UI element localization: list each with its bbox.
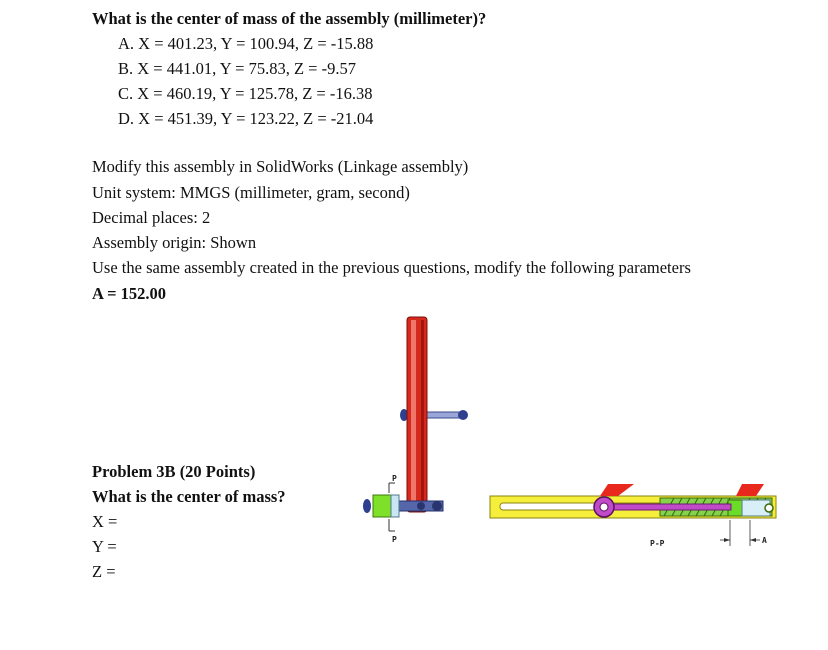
- option-d: D. X = 451.39, Y = 123.22, Z = -21.04: [118, 109, 374, 128]
- instruction-line-3: Decimal places: 2: [92, 208, 211, 227]
- section-label-bottom: P: [392, 535, 397, 544]
- instruction-line-5: Use the same assembly created in the previous questions, modify the following parameters: [92, 258, 691, 277]
- parameter-a: A = 152.00: [92, 284, 167, 303]
- option-c: C. X = 460.19, Y = 125.78, Z = -16.38: [118, 84, 373, 103]
- option-b: B. X = 441.01, Y = 75.83, Z = -9.57: [118, 59, 356, 78]
- answer-y: Y =: [92, 537, 117, 556]
- section-view-label: P-P: [650, 539, 665, 548]
- section-label-top: P: [392, 474, 397, 483]
- linkage-front-view: [355, 305, 485, 555]
- instruction-line-1: Modify this assembly in SolidWorks (Linkage assembly): [92, 157, 469, 176]
- answer-z: Z =: [92, 562, 116, 581]
- instruction-line-2: Unit system: MMGS (millimeter, gram, second): [92, 183, 410, 202]
- question-title: What is the center of mass of the assembly (millimeter)?: [92, 9, 487, 28]
- answer-x: X =: [92, 512, 118, 531]
- option-a: A. X = 401.23, Y = 100.94, Z = -15.88: [118, 34, 374, 53]
- section-view: [488, 480, 788, 560]
- problem-title: Problem 3B (20 Points): [92, 462, 256, 481]
- problem-question: What is the center of mass?: [92, 487, 286, 506]
- instruction-line-4: Assembly origin: Shown: [92, 233, 257, 252]
- dimension-a-label: A: [762, 536, 767, 545]
